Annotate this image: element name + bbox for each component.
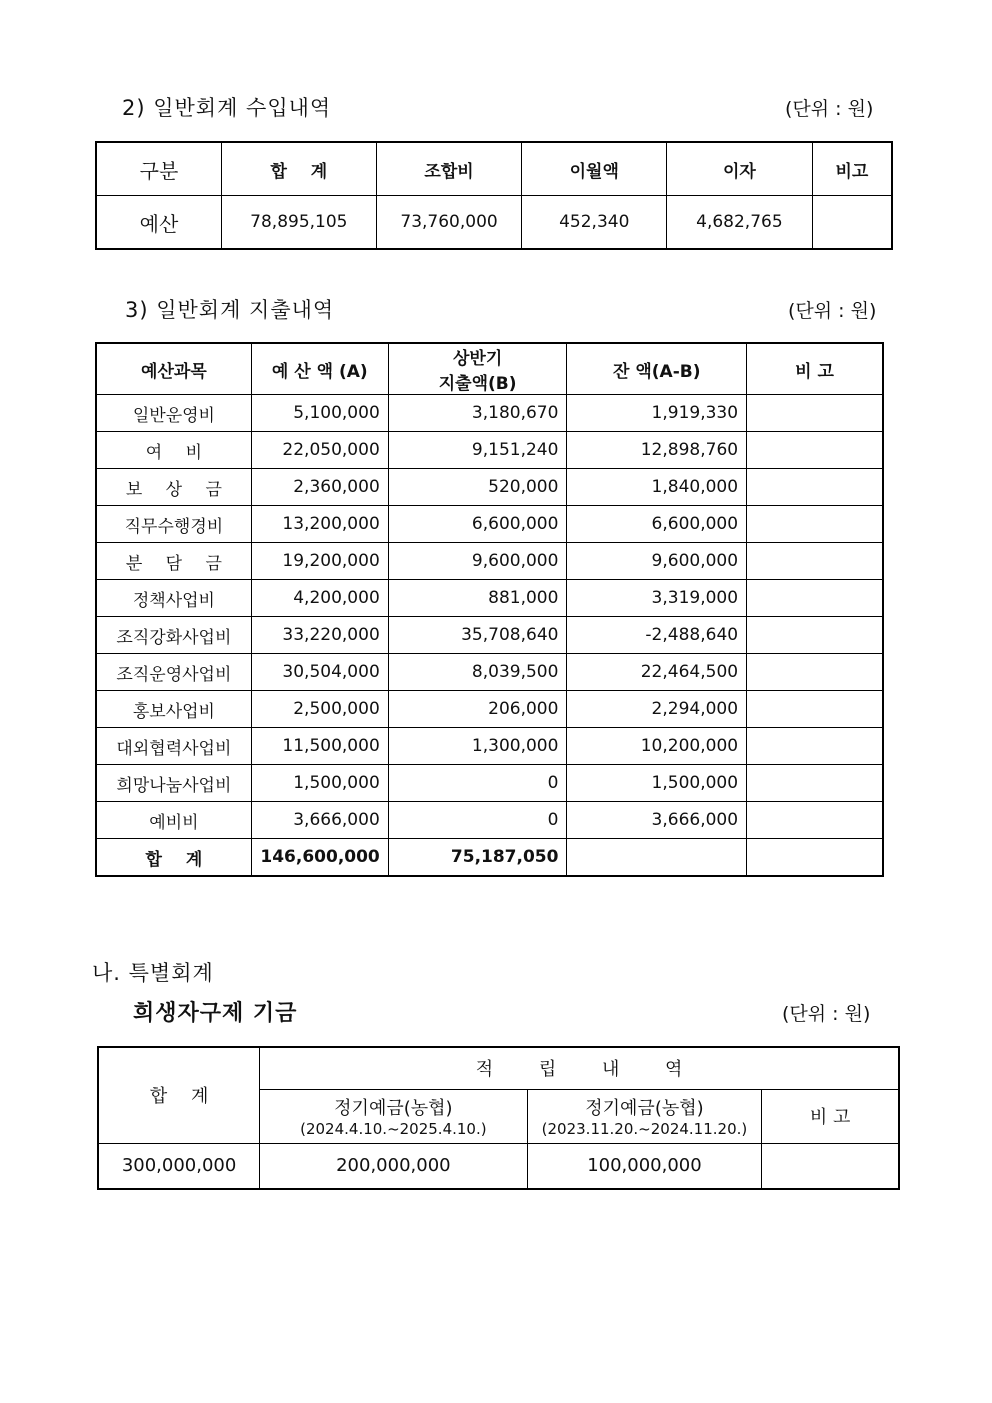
table-cell: 6,600,000 — [567, 506, 747, 543]
table-cell — [747, 802, 883, 839]
table-cell: 분 담 금 — [96, 543, 251, 580]
table-cell: 희망나눔사업비 — [96, 765, 251, 802]
header-cell: 비 고 — [762, 1089, 899, 1143]
table-cell — [567, 839, 747, 877]
header-line: 상반기 — [452, 349, 503, 369]
table-cell: 1,500,000 — [251, 765, 388, 802]
table-cell: 5,100,000 — [251, 395, 388, 432]
table-cell: 9,600,000 — [388, 543, 567, 580]
table-cell: 200,000,000 — [260, 1143, 527, 1189]
table-row — [96, 196, 892, 250]
table-cell — [747, 691, 883, 728]
header-cell: 비고 — [812, 142, 892, 196]
table-row — [96, 802, 883, 839]
header-cell: 이자 — [667, 142, 813, 196]
table-cell: -2,488,640 — [567, 617, 747, 654]
table-cell: 11,500,000 — [251, 728, 388, 765]
table-cell: 33,220,000 — [251, 617, 388, 654]
table-cell: 3,666,000 — [251, 802, 388, 839]
expense-table — [95, 342, 884, 877]
table-cell: 1,919,330 — [567, 395, 747, 432]
fund-table — [97, 1046, 900, 1190]
table-row — [96, 432, 883, 469]
table-cell: 조직운영사업비 — [96, 654, 251, 691]
table-cell: 13,200,000 — [251, 506, 388, 543]
header-cell: 잔 액(A-B) — [567, 343, 747, 395]
table-row — [96, 469, 883, 506]
header-cell: 비 고 — [747, 343, 883, 395]
header-cell — [260, 1089, 527, 1143]
header-cell: 예 산 액 (A) — [251, 343, 388, 395]
table-cell — [762, 1143, 899, 1189]
table-cell — [812, 196, 892, 250]
table-row — [96, 654, 883, 691]
table-row — [96, 728, 883, 765]
section3-title: 3) 일반회계 지출내역 — [125, 298, 335, 322]
table-cell: 12,898,760 — [567, 432, 747, 469]
header-cell: 이월액 — [522, 142, 667, 196]
table-cell — [747, 432, 883, 469]
table-row — [96, 395, 883, 432]
table-cell: 19,200,000 — [251, 543, 388, 580]
table-cell — [747, 395, 883, 432]
table-row — [96, 543, 883, 580]
table-cell: 30,504,000 — [251, 654, 388, 691]
section2-unit: (단위 : 원) — [785, 98, 874, 120]
table-cell: 1,840,000 — [567, 469, 747, 506]
header-cell: 예산과목 — [96, 343, 251, 395]
section-na-unit: (단위 : 원) — [782, 1003, 871, 1025]
section-na-title: 나. 특별회계 — [92, 961, 214, 985]
table-cell: 9,600,000 — [567, 543, 747, 580]
table-cell — [747, 728, 883, 765]
table-cell: 4,200,000 — [251, 580, 388, 617]
table-cell: 4,682,765 — [667, 196, 813, 250]
table-cell: 홍보사업비 — [96, 691, 251, 728]
table-cell: 대외협력사업비 — [96, 728, 251, 765]
table-cell: 75,187,050 — [388, 839, 567, 877]
table-row — [96, 617, 883, 654]
table-cell: 452,340 — [522, 196, 667, 250]
table-cell: 2,360,000 — [251, 469, 388, 506]
section3-unit: (단위 : 원) — [788, 300, 877, 322]
table-cell: 1,300,000 — [388, 728, 567, 765]
table-cell: 보 상 금 — [96, 469, 251, 506]
table-cell: 3,666,000 — [567, 802, 747, 839]
table-row — [96, 765, 883, 802]
table-header-row — [98, 1047, 899, 1089]
header-cell: 합 계 — [221, 142, 376, 196]
table-cell: 881,000 — [388, 580, 567, 617]
total-row — [96, 839, 883, 877]
deposit-period: (2024.4.10.~2025.4.10.) — [300, 1120, 487, 1138]
table-header-row — [96, 142, 892, 196]
header-cell: 적 립 내 역 — [260, 1047, 899, 1089]
table-cell — [747, 617, 883, 654]
table-cell: 78,895,105 — [221, 196, 376, 250]
table-row — [96, 580, 883, 617]
header-cell — [388, 343, 567, 395]
table-cell: 300,000,000 — [98, 1143, 260, 1189]
section-na-subtitle: 희생자구제 기금 — [133, 1001, 298, 1026]
table-cell: 6,600,000 — [388, 506, 567, 543]
table-cell: 1,500,000 — [567, 765, 747, 802]
table-cell: 여 비 — [96, 432, 251, 469]
deposit-period: (2023.11.20.~2024.11.20.) — [541, 1120, 748, 1138]
table-cell: 2,294,000 — [567, 691, 747, 728]
table-cell — [747, 543, 883, 580]
income-table — [95, 141, 893, 250]
table-row — [96, 506, 883, 543]
table-cell: 3,180,670 — [388, 395, 567, 432]
table-cell: 22,050,000 — [251, 432, 388, 469]
table-cell — [747, 765, 883, 802]
table-cell — [747, 469, 883, 506]
table-cell: 0 — [388, 802, 567, 839]
table-cell: 9,151,240 — [388, 432, 567, 469]
header-cell — [527, 1089, 762, 1143]
header-cell: 합 계 — [98, 1047, 260, 1143]
table-cell — [747, 506, 883, 543]
table-cell: 정책사업비 — [96, 580, 251, 617]
table-cell: 2,500,000 — [251, 691, 388, 728]
table-cell: 146,600,000 — [251, 839, 388, 877]
table-cell: 0 — [388, 765, 567, 802]
table-cell: 35,708,640 — [388, 617, 567, 654]
header-line: 지출액(B) — [438, 374, 517, 394]
table-row — [96, 691, 883, 728]
table-header-row — [96, 343, 883, 395]
table-cell: 100,000,000 — [527, 1143, 762, 1189]
table-cell: 22,464,500 — [567, 654, 747, 691]
table-cell: 206,000 — [388, 691, 567, 728]
table-cell — [747, 580, 883, 617]
table-cell: 73,760,000 — [376, 196, 522, 250]
table-row — [98, 1143, 899, 1189]
table-cell: 520,000 — [388, 469, 567, 506]
table-cell — [747, 839, 883, 877]
table-cell: 예산 — [96, 196, 221, 250]
table-cell: 10,200,000 — [567, 728, 747, 765]
header-cell: 구분 — [96, 142, 221, 196]
table-cell: 직무수행경비 — [96, 506, 251, 543]
section2-title: 2) 일반회계 수입내역 — [122, 96, 332, 120]
deposit-label: 정기예금(농협) — [585, 1098, 704, 1119]
table-cell — [747, 654, 883, 691]
deposit-label: 정기예금(농협) — [334, 1098, 453, 1119]
table-cell: 일반운영비 — [96, 395, 251, 432]
header-cell: 조합비 — [376, 142, 522, 196]
table-cell: 합 계 — [96, 839, 251, 877]
table-cell: 3,319,000 — [567, 580, 747, 617]
table-cell: 조직강화사업비 — [96, 617, 251, 654]
table-cell: 8,039,500 — [388, 654, 567, 691]
table-cell: 예비비 — [96, 802, 251, 839]
